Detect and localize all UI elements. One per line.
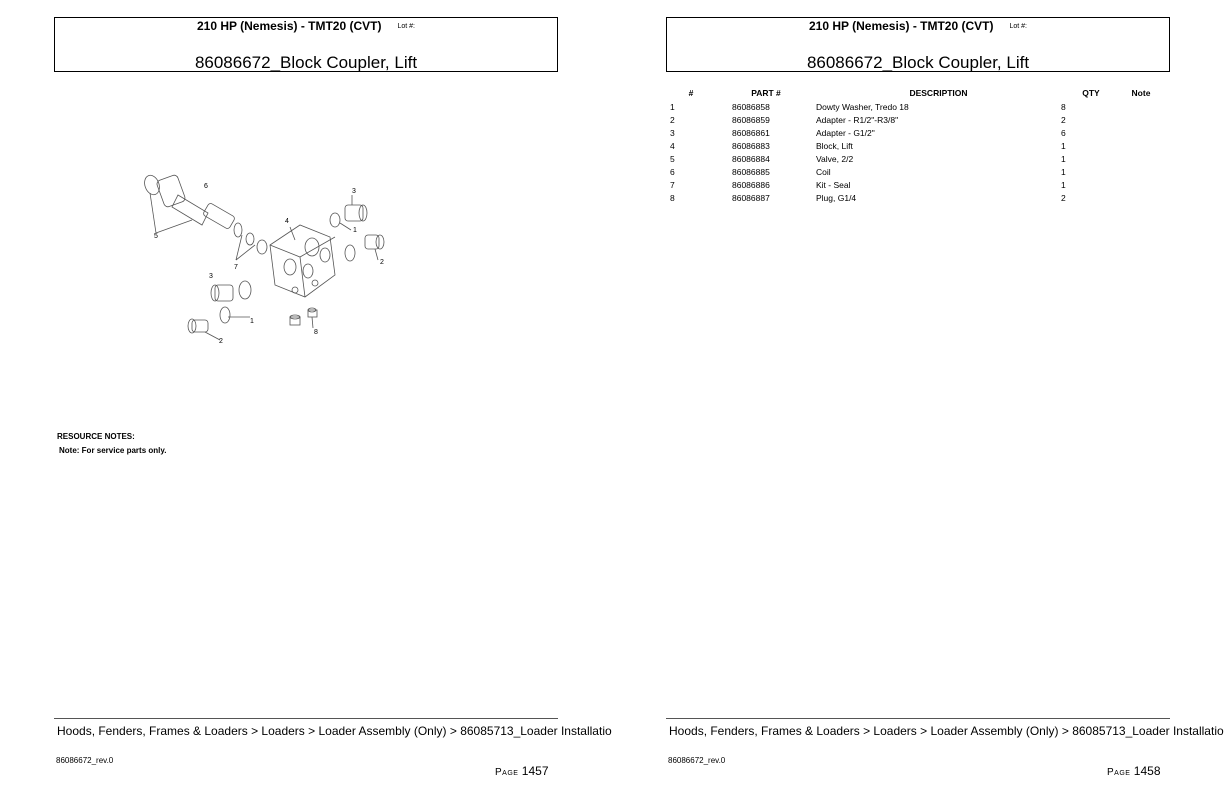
cell-num: 5 — [670, 153, 675, 164]
callout-4: 4 — [285, 218, 289, 225]
model-name: 210 HP (Nemesis) - TMT20 (CVT) — [808, 19, 994, 33]
page-number-value: 1457 — [521, 764, 549, 778]
cell-num: 6 — [670, 166, 675, 177]
col-header-part: PART # — [751, 88, 781, 98]
table-row — [666, 165, 1161, 178]
callout-6: 6 — [204, 183, 208, 190]
cell-note — [1121, 178, 1161, 191]
table-row — [666, 191, 1161, 204]
page-word: Page — [1107, 767, 1131, 778]
breadcrumb: Hoods, Fenders, Frames & Loaders > Loaders > Loader Assembly (Only) > 86085713_Loader Installatio — [669, 724, 1224, 738]
model-heading — [667, 19, 1169, 33]
cell-num: 4 — [670, 140, 675, 151]
cell-part: 86086884 — [732, 153, 770, 164]
col-header-qty: QTY — [1082, 88, 1100, 98]
cell-qty: 1 — [1061, 153, 1066, 164]
cell-part: 86086887 — [732, 192, 770, 203]
cell-qty: 6 — [1061, 127, 1066, 138]
cell-note — [1121, 113, 1161, 126]
cell-part: 86086861 — [732, 127, 770, 138]
cell-part: 86086886 — [732, 179, 770, 190]
cell-qty: 8 — [1061, 101, 1066, 112]
cell-desc: Kit - Seal — [816, 179, 851, 190]
cell-part: 86086883 — [732, 140, 770, 151]
cell-note — [1121, 126, 1161, 139]
cell-qty: 1 — [1061, 166, 1066, 177]
cell-desc: Dowty Washer, Tredo 18 — [816, 101, 909, 112]
cell-note — [1121, 139, 1161, 152]
cell-note — [1121, 100, 1161, 113]
lot-label: Lot #: — [1009, 23, 1027, 30]
cell-desc: Plug, G1/4 — [816, 192, 857, 203]
page-number-value: 1458 — [1133, 764, 1161, 778]
callout-7: 7 — [234, 264, 238, 271]
revision-label: 86086672_rev.0 — [56, 756, 114, 765]
callout-1: 1 — [353, 227, 357, 234]
cell-part: 86086858 — [732, 101, 770, 112]
cell-num: 2 — [670, 114, 675, 125]
cell-qty: 1 — [1061, 179, 1066, 190]
cell-note — [1121, 191, 1161, 204]
right-page — [612, 0, 1224, 792]
footer-divider — [666, 718, 1170, 719]
col-header-num: # — [688, 88, 694, 98]
cell-note — [1121, 165, 1161, 178]
header-box — [54, 17, 558, 72]
cell-desc: Adapter - G1/2" — [816, 127, 875, 138]
callout-1: 1 — [250, 318, 254, 325]
col-header-note: Note — [1131, 88, 1151, 98]
cell-qty: 1 — [1061, 140, 1066, 151]
parts-table-body — [666, 100, 1161, 204]
parts-table — [666, 86, 1161, 204]
table-row — [666, 139, 1161, 152]
header-box — [666, 17, 1170, 72]
callout-3: 3 — [352, 188, 356, 195]
col-header-description: DESCRIPTION — [909, 88, 968, 98]
cell-num: 8 — [670, 192, 675, 203]
page-number — [495, 764, 549, 778]
cell-desc: Block, Lift — [816, 140, 853, 151]
cell-qty: 2 — [1061, 114, 1066, 125]
table-row — [666, 126, 1161, 139]
callout-5: 5 — [154, 233, 158, 240]
breadcrumb: Hoods, Fenders, Frames & Loaders > Loaders > Loader Assembly (Only) > 86085713_Loader Installatio — [57, 724, 612, 738]
model-name: 210 HP (Nemesis) - TMT20 (CVT) — [196, 19, 382, 33]
cell-note — [1121, 152, 1161, 165]
page-number — [1107, 764, 1161, 778]
cell-num: 1 — [670, 101, 675, 112]
model-heading — [55, 19, 557, 33]
revision-label: 86086672_rev.0 — [668, 756, 726, 765]
lot-label: Lot #: — [397, 23, 415, 30]
footer-divider — [54, 718, 558, 719]
cell-num: 3 — [670, 127, 675, 138]
callout-2: 2 — [380, 259, 384, 266]
cell-num: 7 — [670, 179, 675, 190]
callout-2: 2 — [219, 338, 223, 345]
cell-qty: 2 — [1061, 192, 1066, 203]
callout-8: 8 — [314, 329, 318, 336]
cell-desc: Valve, 2/2 — [816, 153, 854, 164]
cell-desc: Coil — [816, 166, 831, 177]
table-row — [666, 100, 1161, 113]
page-title: 86086672_Block Coupler, Lift — [194, 53, 418, 72]
table-row — [666, 152, 1161, 165]
exploded-parts-diagram — [130, 165, 400, 350]
resource-note: Note: For service parts only. — [59, 446, 167, 455]
callout-3: 3 — [209, 273, 213, 280]
cell-part: 86086859 — [732, 114, 770, 125]
table-header-row — [666, 86, 1161, 100]
page-title: 86086672_Block Coupler, Lift — [806, 53, 1030, 72]
page-word: Page — [495, 767, 519, 778]
table-row — [666, 178, 1161, 191]
cell-part: 86086885 — [732, 166, 770, 177]
table-row — [666, 113, 1161, 126]
resource-notes-heading: RESOURCE NOTES: — [57, 432, 135, 441]
cell-desc: Adapter - R1/2"-R3/8" — [816, 114, 899, 125]
